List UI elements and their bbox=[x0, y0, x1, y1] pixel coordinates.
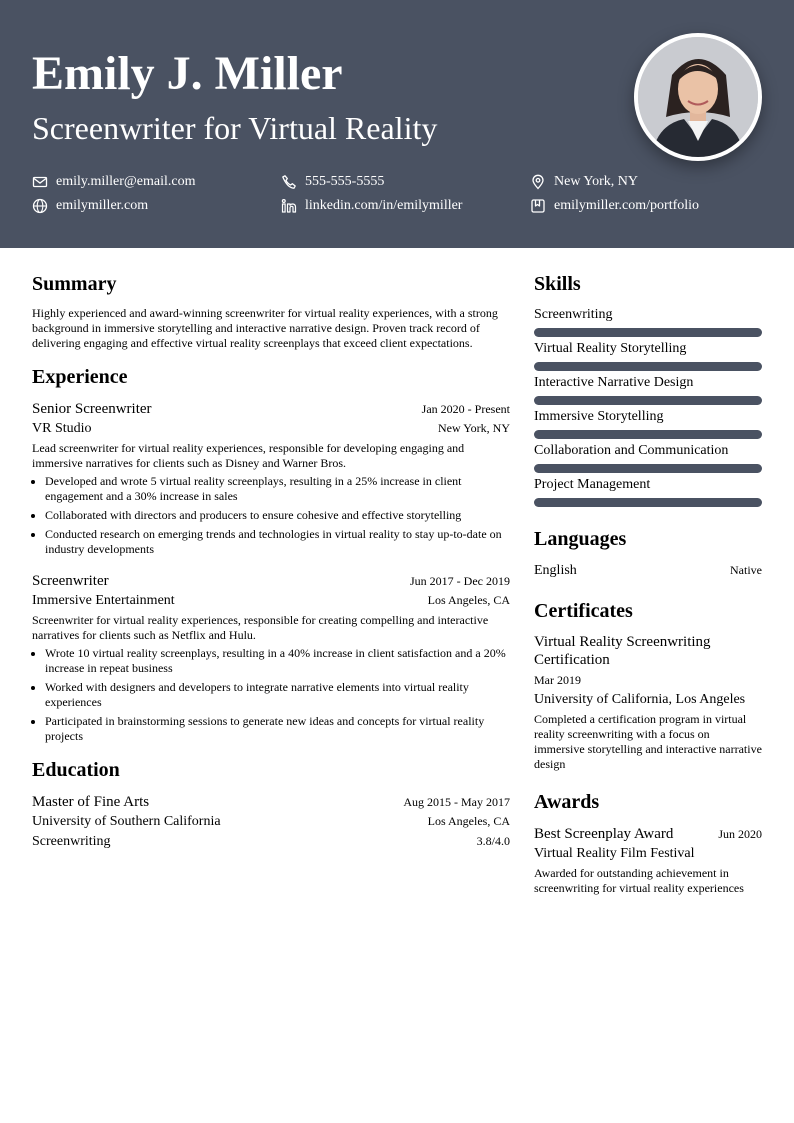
summary-section bbox=[32, 272, 510, 351]
languages-section bbox=[534, 527, 762, 581]
experience-item bbox=[32, 571, 510, 744]
summary-heading: Summary bbox=[32, 273, 117, 295]
experience-item bbox=[32, 399, 510, 557]
job-description: Lead screenwriter for virtual reality experiences, responsible for developing engaging and immersive narratives for clients such as Disney and Warner Bros. bbox=[32, 441, 465, 470]
job-company: Immersive Entertainment bbox=[32, 593, 175, 608]
award-issuer: Virtual Reality Film Festival bbox=[534, 846, 695, 861]
certificate-description: Completed a certification program in virtual reality screenwriting with a focus on immersive storytelling and interactive narrative design bbox=[534, 712, 762, 771]
job-location: New York, NY bbox=[437, 421, 510, 435]
location-pin-icon bbox=[530, 174, 546, 190]
language-level: Native bbox=[730, 563, 762, 577]
linkedin-text: linkedin.com/in/emilymiller bbox=[305, 198, 463, 213]
certificates-section bbox=[534, 599, 762, 772]
skill-name: Project Management bbox=[534, 477, 651, 492]
skill-item bbox=[534, 374, 762, 405]
education-degree: Master of Fine Arts bbox=[32, 794, 150, 810]
job-dates: Jan 2020 - Present bbox=[421, 402, 510, 416]
certificate-date: Mar 2019 bbox=[534, 673, 581, 687]
education-school: University of Southern California bbox=[32, 814, 221, 829]
contact-location bbox=[530, 174, 762, 190]
skill-name: Immersive Storytelling bbox=[534, 409, 664, 424]
skill-item bbox=[534, 340, 762, 371]
left-column bbox=[32, 272, 510, 910]
award-name: Best Screenplay Award bbox=[534, 826, 674, 842]
job-bullet: • Developed and wrote 5 virtual reality screenplays, resulting in a 25% increase in client engagement and a 30% increase in sales bbox=[45, 474, 510, 504]
skill-name: Screenwriting bbox=[534, 307, 613, 322]
award-description: Awarded for outstanding achievement in screenwriting for virtual reality experiences bbox=[534, 866, 744, 895]
job-bullet: • Collaborated with directors and producers to ensure cohesive and effective storytelling bbox=[45, 508, 510, 523]
education-dates: Aug 2015 - May 2017 bbox=[403, 795, 510, 809]
certificates-heading: Certificates bbox=[534, 600, 633, 622]
skill-name: Interactive Narrative Design bbox=[534, 375, 694, 390]
email-text: emily.miller@email.com bbox=[56, 174, 196, 189]
job-bullet: • Worked with designers and developers to integrate narrative elements into virtual reality experiences bbox=[45, 680, 510, 710]
location-text: New York, NY bbox=[554, 174, 639, 189]
skill-item bbox=[534, 442, 762, 473]
skill-name: Virtual Reality Storytelling bbox=[534, 341, 687, 356]
profile-photo-illustration bbox=[638, 37, 758, 157]
experience-heading: Experience bbox=[32, 366, 128, 388]
portfolio-text: emilymiller.com/portfolio bbox=[554, 198, 700, 213]
globe-icon bbox=[32, 198, 48, 214]
skill-item bbox=[534, 306, 762, 337]
skill-name: Collaboration and Communication bbox=[534, 443, 729, 458]
certificate-name: Virtual Reality Screenwriting Certification bbox=[534, 634, 711, 668]
job-company: VR Studio bbox=[32, 421, 92, 436]
skill-item bbox=[534, 476, 762, 507]
job-location: Los Angeles, CA bbox=[427, 593, 510, 607]
website-text: emilymiller.com bbox=[56, 198, 149, 213]
job-bullet: • Conducted research on emerging trends and technologies in virtual reality to stay up-to-date on industry developments bbox=[45, 527, 510, 557]
candidate-role: Screenwriter for Virtual Reality bbox=[32, 110, 438, 146]
contact-list bbox=[32, 174, 762, 214]
experience-section bbox=[32, 365, 510, 744]
skills-heading: Skills bbox=[534, 273, 581, 295]
awards-heading: Awards bbox=[534, 791, 600, 813]
portfolio-icon bbox=[530, 198, 546, 214]
profile-photo bbox=[634, 33, 762, 161]
skill-item bbox=[534, 408, 762, 439]
job-bullets bbox=[32, 646, 510, 744]
phone-icon bbox=[281, 174, 297, 190]
award-date: Jun 2020 bbox=[718, 827, 762, 841]
job-bullets bbox=[32, 474, 510, 557]
skills-section bbox=[534, 272, 762, 507]
mail-icon bbox=[32, 174, 48, 190]
resume-header bbox=[0, 0, 794, 248]
job-dates: Jun 2017 - Dec 2019 bbox=[410, 574, 510, 588]
job-description: Screenwriter for virtual reality experiences, responsible for creating compelling and interactive narratives for clients such as Netflix and Hulu. bbox=[32, 613, 489, 642]
phone-text: 555-555-5555 bbox=[305, 174, 385, 189]
contact-email[interactable] bbox=[32, 174, 281, 190]
right-column bbox=[534, 272, 762, 910]
skill-bar bbox=[534, 396, 762, 405]
job-bullet: • Participated in brainstorming sessions to generate new ideas and concepts for virtual reality projects bbox=[45, 714, 510, 744]
skill-bar bbox=[534, 464, 762, 473]
skill-bar bbox=[534, 430, 762, 439]
skill-bar bbox=[534, 498, 762, 507]
education-heading: Education bbox=[32, 759, 120, 781]
skill-bar bbox=[534, 328, 762, 337]
contact-phone[interactable] bbox=[281, 174, 530, 190]
education-field: Screenwriting bbox=[32, 834, 111, 849]
certificate-issuer: University of California, Los Angeles bbox=[534, 692, 746, 707]
contact-linkedin[interactable] bbox=[281, 198, 530, 214]
job-bullet: • Wrote 10 virtual reality screenplays, resulting in a 40% increase in client satisfaction and a 20% increase in repeat business bbox=[45, 646, 510, 676]
language-name: English bbox=[534, 563, 577, 578]
contact-portfolio[interactable] bbox=[530, 198, 762, 214]
education-location: Los Angeles, CA bbox=[427, 814, 510, 828]
contact-website[interactable] bbox=[32, 198, 281, 214]
summary-text: Highly experienced and award-winning screenwriter for virtual reality experiences, with a strong background in immersive storytelling and interactive narrative design. Proven track record of delivering engaging and effective virtual reality screenplays that exceed client expectations. bbox=[32, 306, 498, 350]
education-section bbox=[32, 758, 510, 852]
candidate-name: Emily J. Miller bbox=[32, 47, 343, 100]
languages-heading: Languages bbox=[534, 528, 627, 550]
resume-body bbox=[0, 248, 794, 910]
job-title: Senior Screenwriter bbox=[32, 401, 152, 417]
job-title: Screenwriter bbox=[32, 573, 109, 589]
linkedin-icon bbox=[281, 198, 297, 214]
education-gpa: 3.8/4.0 bbox=[476, 834, 510, 848]
skill-bar bbox=[534, 362, 762, 371]
awards-section bbox=[534, 790, 762, 896]
